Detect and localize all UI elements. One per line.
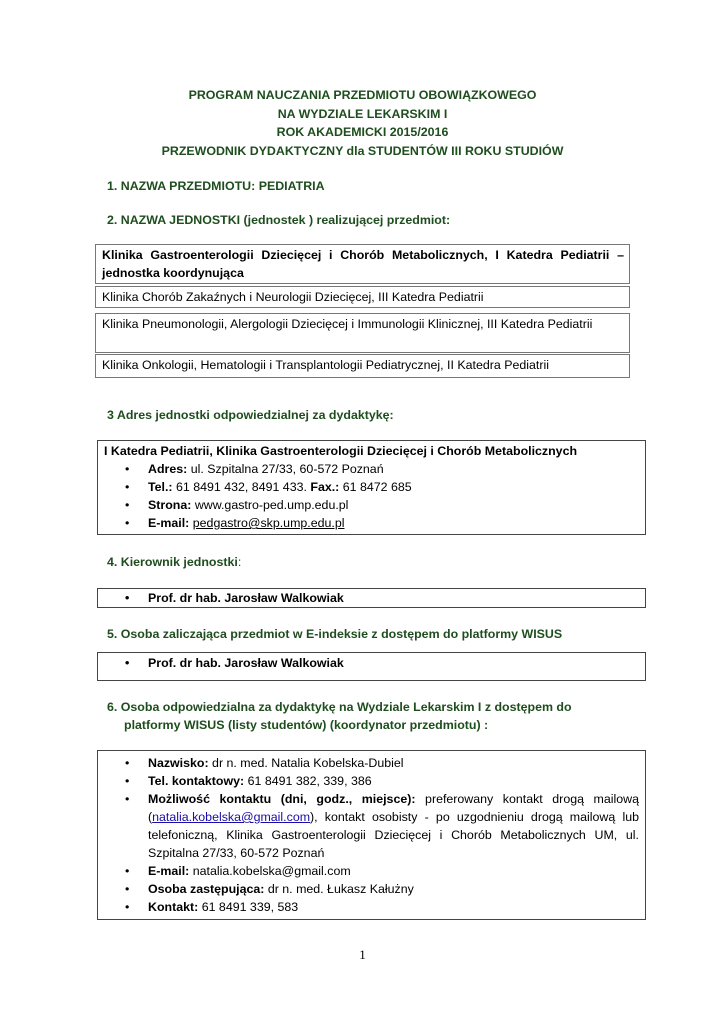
website-item <box>98 496 645 514</box>
coordinator-tel-item <box>98 772 645 790</box>
head-list <box>98 589 645 607</box>
header-line-3: ROK AKADEMICKI 2015/2016 <box>276 125 449 139</box>
contact2-value: 61 8491 339, 583 <box>201 900 299 914</box>
coordinator-list <box>98 754 645 916</box>
section-6-heading <box>107 698 572 734</box>
contact2-item <box>98 898 645 916</box>
header-line-4: PRZEWODNIK DYDAKTYCZNY dla STUDENTÓW III ROKU STUDIÓW <box>161 143 564 158</box>
phone-item <box>98 478 645 496</box>
document-header <box>0 86 725 160</box>
section-6-label-line-1: 6. Osoba odpowiedzialna za dydaktykę na Wydziale Lekarskim I z dostępem do <box>107 700 572 714</box>
section-5-heading: 5. Osoba zaliczająca przedmiot w E-indeksie z dostępem do platformy WISUS <box>107 627 563 641</box>
coord-tel-value: 61 8491 382, 339, 386 <box>247 774 372 788</box>
coordinator-email-item <box>98 862 645 880</box>
contact2-label: Kontakt: <box>148 900 199 914</box>
deputy-value: dr n. med. Łukasz Kałużny <box>267 882 414 896</box>
head-person: • Prof. dr hab. Jarosław Walkowiak <box>98 589 645 607</box>
unit-row-1: Klinika Gastroenterologii Dziecięcej i Chorób Metabolicznych, I Katedra Pediatrii – jednostka koordynująca <box>95 244 630 284</box>
coord-email-value: natalia.kobelska@gmail.com <box>192 864 351 878</box>
website-label: Strona: <box>148 498 192 512</box>
coord-tel-label: Tel. kontaktowy: <box>148 774 245 788</box>
contact-email-link[interactable]: natalia.kobelska@gmail.com <box>152 810 311 824</box>
address-item <box>98 460 645 478</box>
unit-row-3: Klinika Pneumonologii, Alergologii Dziecięcej i Immunologii Klinicznej, III Katedra Pediatrii <box>95 313 630 353</box>
section-3-heading: 3 Adres jednostki odpowiedzialnej za dydaktykę: <box>107 408 394 422</box>
section-6-label-line-2: platformy WISUS (listy studentów) (koordynator przedmiotu) : <box>124 718 489 732</box>
coordinator-box <box>97 750 646 920</box>
section-2-heading: 2. NAZWA JEDNOSTKI (jednostek ) realizującej przedmiot: <box>107 213 451 227</box>
address-box-title: I Katedra Pediatrii, Klinika Gastroenterologii Dziecięcej i Chorób Metabolicznych <box>104 444 578 458</box>
coordinator-contact-item <box>98 790 645 862</box>
section-4-heading <box>107 553 241 571</box>
address-value: ul. Szpitalna 27/33, 60-572 Poznań <box>190 462 384 476</box>
deputy-label: Osoba zastępująca: <box>148 882 265 896</box>
name-label: Nazwisko: <box>148 756 209 770</box>
address-box <box>97 440 646 535</box>
email-item <box>98 514 645 532</box>
fax-label: Fax.: <box>310 480 340 494</box>
contact-pre: preferowany kontakt drogą mailową ( <box>148 792 639 824</box>
contact-post: ), kontakt osobisty - po uzgodnieniu drogą mailową lub telefoniczną, Klinika Gastroenterologii Dziecięcej i Chorób Metabolicznych UM, ul. Szpitalna 27/33, 60-572 Poznań <box>148 810 639 860</box>
tel-label: Tel.: <box>148 480 173 494</box>
tel-value: 61 8491 432, 8491 433. <box>176 480 307 494</box>
section-1-label: 1. NAZWA PRZEDMIOTU: <box>107 179 256 193</box>
coordinator-name-item <box>98 754 645 772</box>
name-value: dr n. med. Natalia Kobelska-Dubiel <box>212 756 404 770</box>
section-4-colon: : <box>237 555 242 569</box>
fax-value: 61 8472 685 <box>342 480 412 494</box>
contact-label: Możliwość kontaktu (dni, godz., miejsce): <box>148 792 416 806</box>
head-box <box>97 588 646 608</box>
header-line-1: PROGRAM NAUCZANIA PRZEDMIOTU OBOWIĄZKOWEGO <box>188 88 537 102</box>
grader-person: • Prof. dr hab. Jarosław Walkowiak <box>98 654 645 672</box>
units-table <box>95 244 630 378</box>
coord-email-label: E-mail: <box>148 864 190 878</box>
address-label: Adres: <box>148 462 188 476</box>
address-list <box>98 460 645 532</box>
section-1-heading <box>107 177 325 195</box>
page-number: 1 <box>359 947 366 962</box>
header-line-2: NA WYDZIALE LEKARSKIM I <box>277 106 448 121</box>
unit-row-2: Klinika Chorób Zakaźnych i Neurologii Dziecięcej, III Katedra Pediatrii <box>95 286 630 308</box>
section-4-label: 4. Kierownik jednostki <box>107 555 238 569</box>
unit-row-4: Klinika Onkologii, Hematologii i Transplantologii Pediatrycznej, II Katedra Pediatrii <box>95 354 630 378</box>
section-1-value: PEDIATRIA <box>258 179 325 193</box>
grader-list <box>98 654 645 672</box>
email-link[interactable]: pedgastro@skp.ump.edu.pl <box>192 516 345 530</box>
website-value[interactable]: www.gastro-ped.ump.edu.pl <box>194 498 349 512</box>
deputy-item <box>98 880 645 898</box>
grader-box <box>97 652 646 681</box>
email-label: E-mail: <box>148 516 190 530</box>
